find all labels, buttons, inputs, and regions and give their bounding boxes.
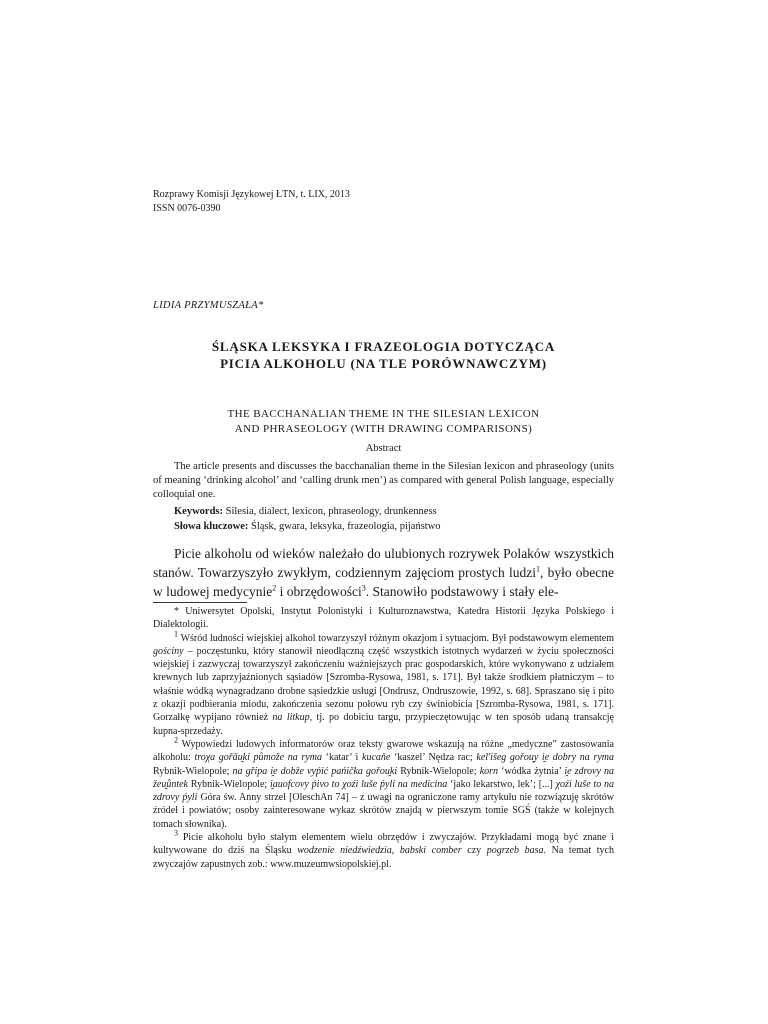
footnote-3-italic-2: pogrzeb basa [486, 845, 544, 857]
body-paragraph [153, 544, 614, 601]
slowa-kluczowe-text: Śląsk, gwara, leksyka, frazeologia, pijaństwo [248, 521, 441, 532]
abstract-heading: Abstract [365, 443, 402, 454]
keywords-text: Silesia, dialect, lexicon, phraseology, drunkenness [223, 506, 437, 517]
footnote-ref-1[interactable]: 1 [536, 564, 540, 574]
footnote-1-text-a: Wśród ludności wiejskiej alkohol towarzyszył różnym okazjom i sytuacjom. Był podstawowym elementem [180, 632, 614, 644]
abstract-text: The article presents and discusses the bacchanalian theme in the Silesian lexicon and phraseology (units of meaning ‘drinking alcohol’ and ‘calling drunk men’) as compared with general Polish language, especially colloquial one. [153, 461, 614, 500]
footnote-2-italic-8: χoźi luše to na zdrovy ṕyli [153, 778, 614, 804]
footnote-3-italic-1: wodzenie niedźwiedzia, babski comber [297, 845, 462, 857]
footnote-3-text-b: czy [461, 845, 487, 857]
footnote-ref-2[interactable]: 2 [272, 583, 277, 593]
body-text-part-4: . Stanowiło podstawowy i stały ele- [365, 584, 559, 599]
title-english [153, 407, 614, 437]
slowa-kluczowe-label: Słowa kluczowe: [174, 521, 249, 532]
footnote-2-italic-5: korn [479, 765, 499, 777]
footnote-3 [153, 828, 615, 871]
footnote-2-italic-7: i̯auofcovy ṕivo to χoźi luše ṕyli na medicina [270, 778, 448, 790]
footnote-2-text-d: Rybnik-Wielopole; [153, 765, 233, 777]
journal-citation: Rozprawy Komisji Językowej ŁTN, t. LIX, 2013 [153, 189, 350, 200]
footnote-ref-3[interactable]: 3 [361, 583, 366, 593]
journal-header [153, 188, 614, 216]
footnote-2-italic-6: i̯e zdrovy na žeu̯ůntek [153, 765, 615, 790]
footnote-2-text-h: ‘jako lekarstwo, lek’; [...] [447, 778, 556, 790]
footnote-1-text-b: – poczęstunku, który stanowił nieodłączną część wszystkich istotnych wydarzeń w życiu społeczności wiejskiej i zazwyczaj towarzyszył zakończeniu ważniejszych prac gospodarskich, które wykonywano z udziałem krewnych lub zaprzyjaźnionych sąsiadów [Szromba-Rysowa, 1981, s. 171]. Był także środkiem płatniczym – to właśnie wódką wynagradzano drobne sąsiedzkie usługi [Ondrusz, Ondruszowie, 1992, s. 68]. Spraszano się i pito z okazji podbierania miodu, zakończenia sezonu połowu ryb czy świniobicia [Szromba-Rysowa, 1981, s. 171]. Gorzałkę wypijano również [153, 645, 614, 724]
keywords-label: Keywords: [174, 506, 223, 517]
footnote-2-text-i: Góra św. Anny strzel [OleschAn 74] – z uwagi na ograniczone ramy artykułu nie rozwiązuję skrótów źródeł i powiatów; osoby zainteresowane wykaz skrótów znajdą w pierwszym tomie SGŚ (także w kolejnych tomach słownika). [153, 792, 614, 830]
footnotes [153, 605, 614, 871]
footnote-2-italic-1: troχa gořāu̯ki půmože na ryma [194, 752, 322, 764]
footnote-2-text-c: ‘kaszel’ Nędza rac; [390, 752, 477, 764]
footnote-3-number: 3 [174, 828, 178, 838]
footnote-1-italic-1: gościny [153, 645, 184, 657]
footnote-2-number: 2 [174, 735, 178, 745]
footnote-1-italic-2: na litkup [272, 712, 310, 724]
footnote-2-text-g: Rybnik-Wielopole; [188, 778, 270, 790]
keywords-line [153, 504, 614, 519]
footnote-2-italic-3: kel'išeg gořou̯y i̯e dobry na ryma [476, 752, 614, 764]
footnote-2-text-b: ‘katar’ i [321, 752, 362, 764]
title-polish-line-1: ŚLĄSKA LEKSYKA I FRAZEOLOGIA DOTYCZĄCA [211, 339, 556, 354]
footnote-2 [153, 735, 615, 831]
footnote-2-italic-2: kucaňe [362, 752, 391, 764]
body-text-part-3: i obrzędowości [276, 584, 362, 599]
slowa-kluczowe-line [153, 519, 614, 534]
footnote-1 [153, 629, 614, 738]
article-page [153, 188, 614, 871]
footnote-3-text-c: . Na temat tych zwyczajów zapustnych zob.: www.muzeumwsiopolskiej.pl. [153, 845, 614, 870]
footnote-2-italic-4: na gřipa i̯e dobže vyṕić pańička gořou̯ki [232, 765, 398, 777]
title-polish-line-2: PICIA ALKOHOLU (NA TLE PORÓWNAWCZYM) [220, 356, 547, 371]
footnote-affiliation: * Uniwersytet Opolski, Instytut Polonistyki i Kulturoznawstwa, Katedra Historii Języka Polskiego i Dialektologii. [153, 606, 614, 631]
title-polish [153, 338, 614, 372]
body-text-part-2: , było obecne w ludowej medycynie [153, 565, 614, 599]
footnote-divider [153, 602, 247, 603]
footnote-1-number: 1 [174, 629, 178, 639]
title-english-line-2: AND PHRASEOLOGY (WITH DRAWING COMPARISONS) [234, 423, 533, 435]
author-name: LIDIA PRZYMUSZAŁA* [153, 300, 264, 311]
footnote-3-text-a: Picie alkoholu było stałym elementem wielu obrzędów i zwyczajów. Przykładami mogą być znane i kultywowane do dziś na Śląsku [153, 832, 615, 857]
footnote-1-text-c: , tj. po dobiciu targu, przypieczętowując w ten sposób udaną transakcję kupna-sprzedaży. [153, 712, 614, 737]
footnote-2-text-f: ‘wódka żytnia’ [498, 765, 565, 777]
issn: ISSN 0076-0390 [153, 203, 221, 214]
footnote-2-text-a: Wypowiedzi ludowych informatorów oraz teksty gwarowe wskazują na różne „medyczne” zastosowania alkoholu: [153, 738, 614, 764]
body-text-part-1: Picie alkoholu od wieków należało do ulubionych rozrywek Polaków wszystkich stanów. Towarzyszyło zwykłym, codziennym zajęciom prostych ludzi [153, 546, 614, 580]
title-english-line-1: THE BACCHANALIAN THEME IN THE SILESIAN LEXICON [227, 408, 540, 420]
footnote-2-text-e: Rybnik-Wielopole; [397, 765, 480, 777]
